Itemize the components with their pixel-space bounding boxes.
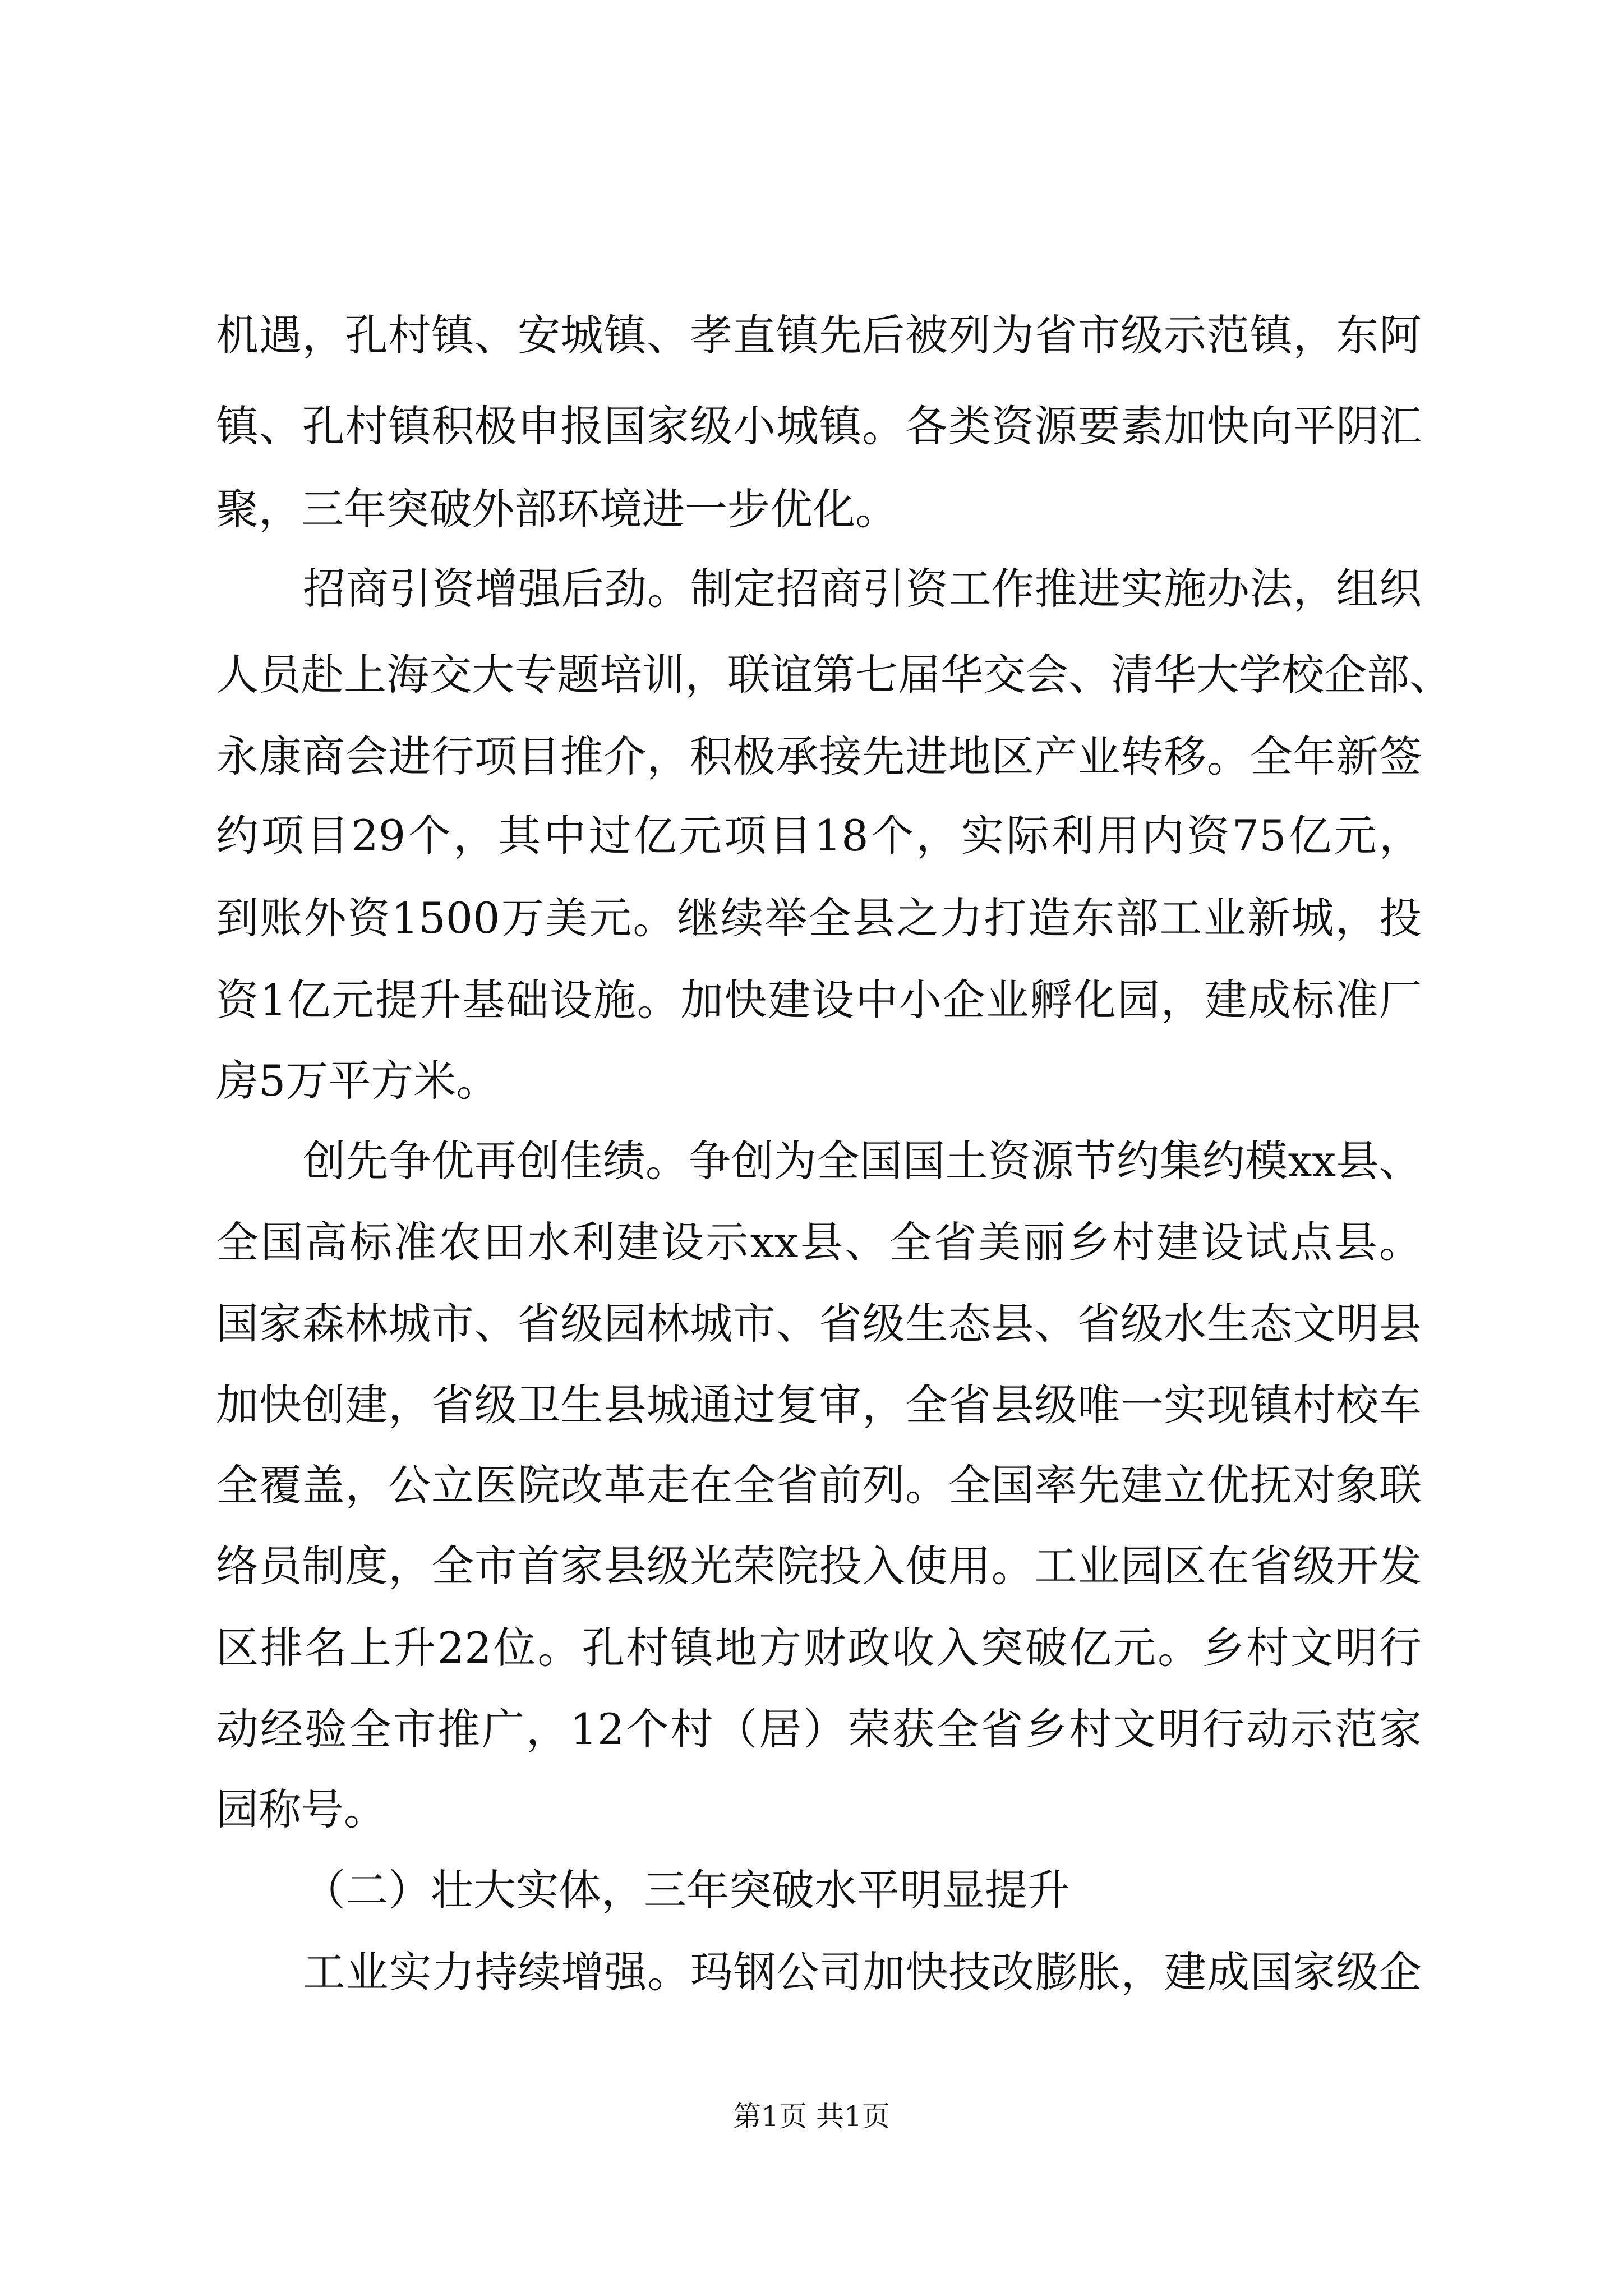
text-line-12: 全国高标准农田水利建设示xx县、全省美丽乡村建设试点县。 — [216, 1217, 1422, 1267]
text-line-21: 工业实力持续增强。玛钢公司加快技改膨胀，建成国家级企 — [303, 1947, 1422, 1997]
text-line-2: 镇、孔村镇积极申报国家级小城镇。各类资源要素加快向平阴汇 — [216, 401, 1422, 451]
text-line-15: 全覆盖，公立医院改革走在全省前列。全国率先建立优抚对象联 — [216, 1460, 1422, 1510]
text-line-7: 约项目29个，其中过亿元项目18个，实际利用内资75亿元， — [216, 811, 1422, 861]
paragraph-heading-investment: 招商引资增强后劲。制定招商引资工作推进实施办法，组织 — [303, 564, 1422, 614]
text-line-1: 机遇，孔村镇、安城镇、孝直镇先后被列为省市级示范镇，东阿 — [216, 310, 1422, 360]
text-line-18: 动经验全市推广，12个村（居）荣获全省乡村文明行动示范家 — [216, 1704, 1422, 1754]
page-number-footer: 第1页 共1页 — [733, 2100, 890, 2133]
text-line-10: 房5万平方米。 — [216, 1056, 499, 1106]
paragraph-heading-excellence: 创先争优再创佳绩。争创为全国国土资源节约集约模xx县、 — [303, 1136, 1422, 1186]
text-line-3: 聚，三年突破外部环境进一步优化。 — [216, 484, 898, 534]
text-line-5: 人员赴上海交大专题培训，联谊第七届华交会、清华大学校企部、 — [216, 650, 1452, 700]
section-heading: （二）壮大实体，三年突破水平明显提升 — [303, 1865, 1070, 1915]
text-line-6: 永康商会进行项目推介，积极承接先进地区产业转移。全年新签 — [216, 731, 1422, 781]
text-line-19: 园称号。 — [216, 1784, 386, 1834]
text-line-8: 到账外资1500万美元。继续举全县之力打造东部工业新城，投 — [216, 893, 1422, 943]
text-line-16: 络员制度，全市首家县级光荣院投入使用。工业园区在省级开发 — [216, 1541, 1422, 1591]
text-line-17: 区排名上升22位。孔村镇地方财政收入突破亿元。乡村文明行 — [216, 1623, 1422, 1673]
text-line-14: 加快创建，省级卫生县城通过复审，全省县级唯一实现镇村校车 — [216, 1380, 1422, 1430]
text-line-13: 国家森林城市、省级园林城市、省级生态县、省级水生态文明县 — [216, 1299, 1422, 1349]
text-line-9: 资1亿元提升基础设施。加快建设中小企业孵化园，建成标准厂 — [216, 975, 1422, 1025]
